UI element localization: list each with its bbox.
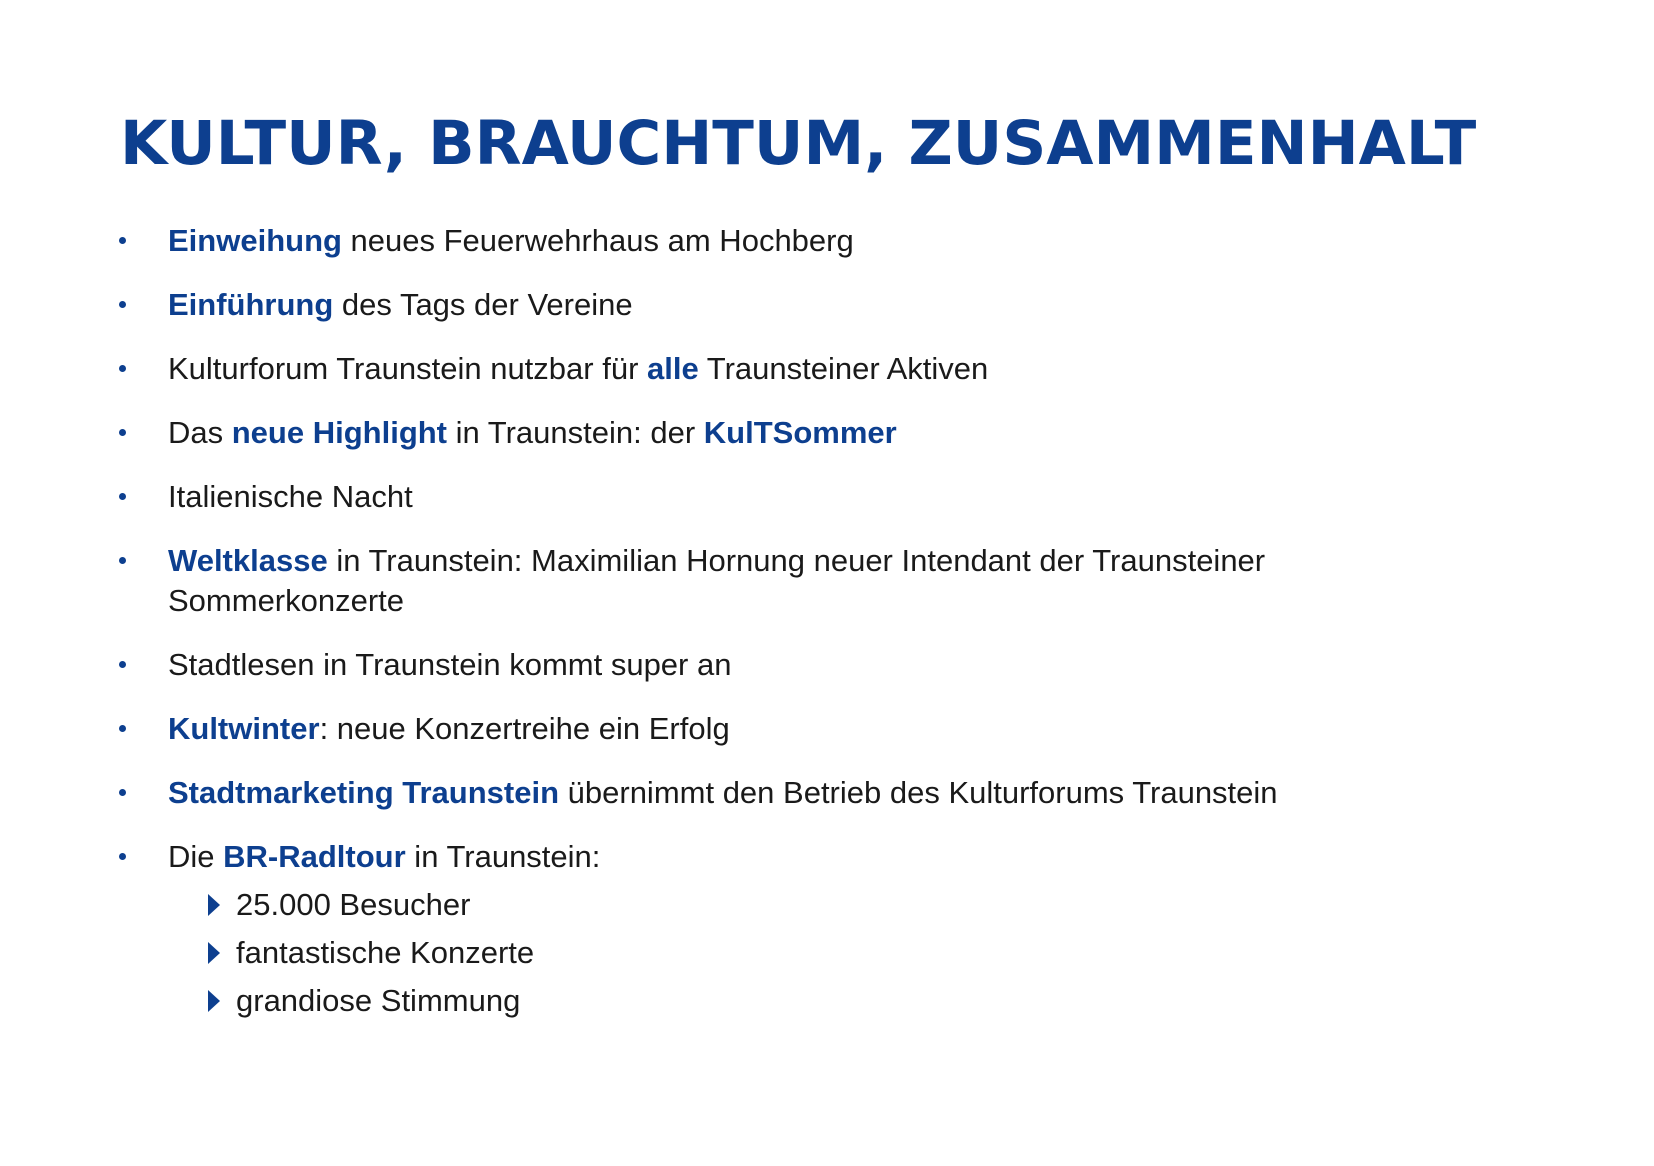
highlight-text: neue Highlight xyxy=(231,415,448,450)
sub-list-item-text: fantastische Konzerte xyxy=(236,935,535,970)
item-text: : neue Konzertreihe ein Erfolg xyxy=(319,711,730,746)
bullet-icon xyxy=(119,301,126,308)
list-item-text xyxy=(168,773,1368,813)
list-item-text xyxy=(168,413,1368,453)
item-text: Das xyxy=(168,415,232,450)
item-text: des Tags der Vereine xyxy=(333,287,633,322)
item-text: Kulturforum Traunstein nutzbar für xyxy=(168,351,648,386)
item-text: Die xyxy=(168,839,224,874)
list-item-text xyxy=(168,221,1368,261)
sub-list-item-text: grandiose Stimmung xyxy=(236,983,521,1018)
item-text: neues Feuerwehrhaus am Hochberg xyxy=(341,223,854,258)
bullet-icon xyxy=(119,557,126,564)
item-text: Traunsteiner Aktiven xyxy=(698,351,989,386)
list-item-text xyxy=(168,285,1368,325)
item-text: in Traunstein: der xyxy=(447,415,704,450)
list-item-text xyxy=(168,645,1368,685)
item-text: in Traunstein: xyxy=(405,839,601,874)
highlight-text: Kultwinter xyxy=(168,711,320,746)
list-item-text xyxy=(168,709,1368,749)
triangle-right-icon xyxy=(208,990,220,1012)
highlight-text: alle xyxy=(647,351,699,386)
bullet-icon xyxy=(119,429,126,436)
item-text: übernimmt den Betrieb des Kulturforums Traunstein xyxy=(559,775,1278,810)
highlight-text: Einführung xyxy=(168,287,334,322)
bullet-icon xyxy=(119,853,126,860)
list-item-text xyxy=(168,349,1368,389)
bullet-icon xyxy=(119,725,126,732)
list-item-text xyxy=(168,477,1368,517)
highlight-text: Stadtmarketing Traunstein xyxy=(168,775,560,810)
bullet-icon xyxy=(119,237,126,244)
item-text: in Traunstein: Maximilian Hornung neuer Intendant der Traunsteiner Sommerkonzerte xyxy=(168,543,1266,618)
highlight-text: Einweihung xyxy=(168,223,342,258)
item-text: Italienische Nacht xyxy=(168,479,413,514)
list-item-text xyxy=(168,837,1368,877)
triangle-right-icon xyxy=(208,894,220,916)
sub-list-item-text: 25.000 Besucher xyxy=(236,887,471,922)
slide-title: KULTUR, BRAUCHTUM, ZUSAMMENHALT xyxy=(120,108,1477,179)
bullet-icon xyxy=(119,661,126,668)
bullet-icon xyxy=(119,493,126,500)
bullet-icon xyxy=(119,789,126,796)
highlight-text: KulTSommer xyxy=(703,415,897,450)
highlight-text: BR-Radltour xyxy=(223,839,406,874)
highlight-text: Weltklasse xyxy=(168,543,328,578)
item-text: Stadtlesen in Traunstein kommt super an xyxy=(168,647,732,682)
triangle-right-icon xyxy=(208,942,220,964)
bullet-icon xyxy=(119,365,126,372)
list-item-text xyxy=(168,541,1318,621)
